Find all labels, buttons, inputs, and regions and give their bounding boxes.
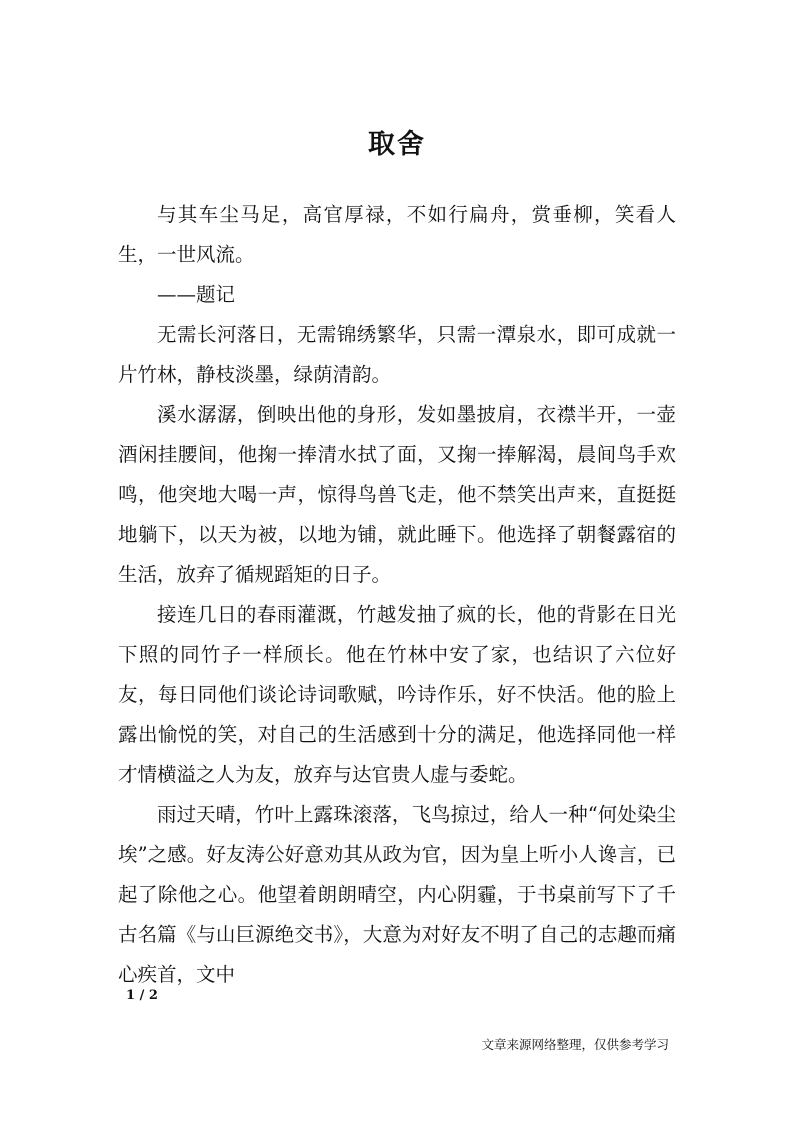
paragraph-4: 雨过天晴，竹叶上露珠滚落，飞鸟掠过，给人一种“何处染尘埃”之感。好友涛公好意劝其从政为官，因为皇上听小人谗言，已起了除他之心。他望着朗朗晴空，内心阴霾，于书桌前写下了千古名篇《与山巨源绝交书》，大意为对好友不明了自己的志趣而痛心疾首，文中	[118, 803, 676, 986]
article-body	[118, 195, 676, 995]
paragraph-1: 无需长河落日，无需锦绣繁华，只需一潭泉水，即可成就一片竹林，静枝淡墨，绿荫清韵。	[118, 323, 676, 386]
paragraph-intro: 与其车尘马足，高官厚禄，不如行扁舟，赏垂柳，笑看人生，一世风流。	[118, 203, 676, 266]
paragraph-epigraph-label: ——题记	[157, 283, 236, 306]
paragraph-3: 接连几日的春雨灌溉，竹越发抽了疯的长，他的背影在日光下照的同竹子一样颀长。他在竹林中安了家，也结识了六位好友，每日同他们谈论诗词歌赋，吟诗作乐，好不快活。他的脸上露出愉悦的笑，对自己的生活感到十分的满足，他选择同他一样才情横溢之人为友，放弃与达官贵人虚与委蛇。	[118, 603, 676, 786]
paragraph-2: 溪水潺潺，倒映出他的身形，发如墨披肩，衣襟半开，一壶酒闲挂腰间，他掬一捧清水拭了面，又掬一捧解渴，晨间鸟手欢鸣，他突地大喝一声，惊得鸟兽飞走，他不禁笑出声来，直挺挺地躺下，以天为被，以地为铺，就此睡下。他选择了朝餐露宿的生活，放弃了循规蹈矩的日子。	[118, 403, 676, 586]
page-title: 取舍	[368, 129, 426, 160]
footer-note: 文章来源网络整理，仅供参考学习	[481, 1037, 669, 1052]
page-number: 1 / 2	[126, 988, 158, 1003]
